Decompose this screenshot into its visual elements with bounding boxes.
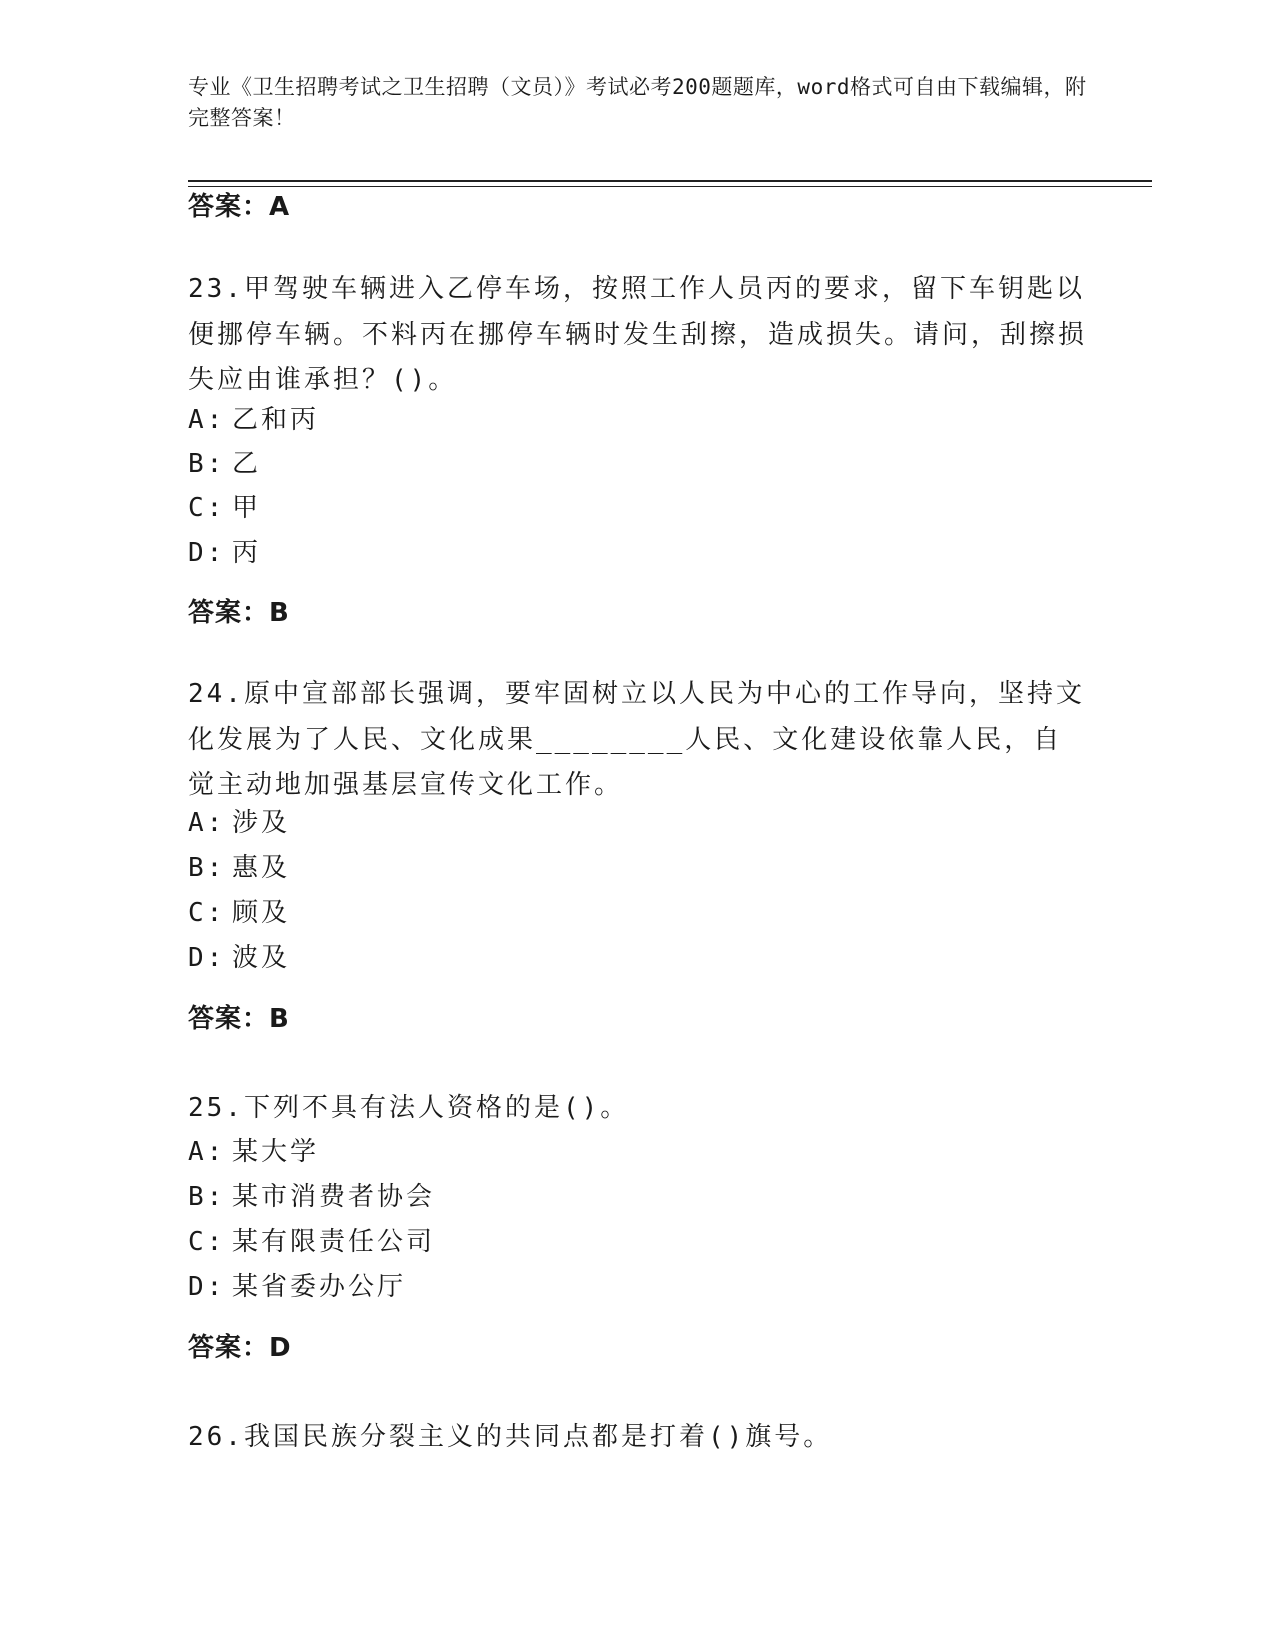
option-b	[188, 447, 261, 481]
option-d	[188, 1270, 406, 1304]
option-text: 波及	[232, 943, 291, 973]
option-b	[188, 1180, 435, 1214]
option-a	[188, 806, 290, 840]
option-text: 惠及	[232, 853, 291, 883]
option-key: C:	[188, 898, 226, 928]
option-c	[188, 1225, 435, 1259]
option-key: C:	[188, 1227, 226, 1257]
option-text: 顾及	[232, 898, 291, 928]
option-b	[188, 851, 290, 885]
option-key: D:	[188, 1272, 226, 1302]
option-key: B:	[188, 449, 226, 479]
option-text: 乙	[232, 449, 262, 479]
option-d	[188, 941, 290, 975]
question-stem: 26.我国民族分裂主义的共同点都是打着()旗号。	[188, 1422, 833, 1452]
answer-value: A	[269, 192, 291, 222]
option-text: 丙	[232, 538, 262, 568]
answer-label: 答案：	[188, 1333, 270, 1363]
header-divider	[188, 180, 1152, 182]
option-text: 甲	[232, 493, 262, 523]
option-c	[188, 491, 261, 525]
option-key: A:	[188, 1137, 226, 1167]
answer-line	[188, 1002, 290, 1036]
answer-value: D	[269, 1333, 292, 1363]
answer-label: 答案：	[188, 598, 270, 628]
option-d	[188, 536, 261, 570]
option-text: 某有限责任公司	[232, 1227, 436, 1257]
header-divider-thin	[188, 186, 1152, 187]
option-text: 涉及	[232, 808, 291, 838]
answer-label: 答案：	[188, 192, 270, 222]
option-c	[188, 896, 290, 930]
question-stem: 24.原中宣部部长强调，要牢固树立以人民为中心的工作导向，坚持文化发展为了人民、文化成果________人民、文化建设依靠人民，自觉主动地加强基层宣传文化工作。	[188, 679, 1085, 800]
answer-line	[188, 1331, 292, 1365]
option-a	[188, 403, 319, 437]
option-key: A:	[188, 808, 226, 838]
option-text: 某大学	[232, 1137, 320, 1167]
option-key: D:	[188, 538, 226, 568]
answer-line	[188, 596, 290, 630]
question-stem: 25.下列不具有法人资格的是()。	[188, 1093, 630, 1123]
option-key: B:	[188, 1182, 226, 1212]
option-text: 某市消费者协会	[232, 1182, 436, 1212]
option-a	[188, 1135, 319, 1169]
question-stem: 23.甲驾驶车辆进入乙停车场，按照工作人员丙的要求，留下车钥匙以便挪停车辆。不料丙在挪停车辆时发生刮擦，造成损失。请问，刮擦损失应由谁承担？()。	[188, 274, 1088, 395]
option-key: A:	[188, 405, 226, 435]
option-key: C:	[188, 493, 226, 523]
option-key: D:	[188, 943, 226, 973]
answer-label: 答案：	[188, 1004, 270, 1034]
answer-value: B	[269, 598, 290, 628]
document-header: 专业《卫生招聘考试之卫生招聘（文员）》考试必考200题题库，word格式可自由下载编辑，附完整答案！	[188, 75, 1087, 130]
option-key: B:	[188, 853, 226, 883]
answer-line	[188, 190, 290, 224]
answer-value: B	[269, 1004, 290, 1034]
option-text: 某省委办公厅	[232, 1272, 407, 1302]
option-text: 乙和丙	[232, 405, 320, 435]
